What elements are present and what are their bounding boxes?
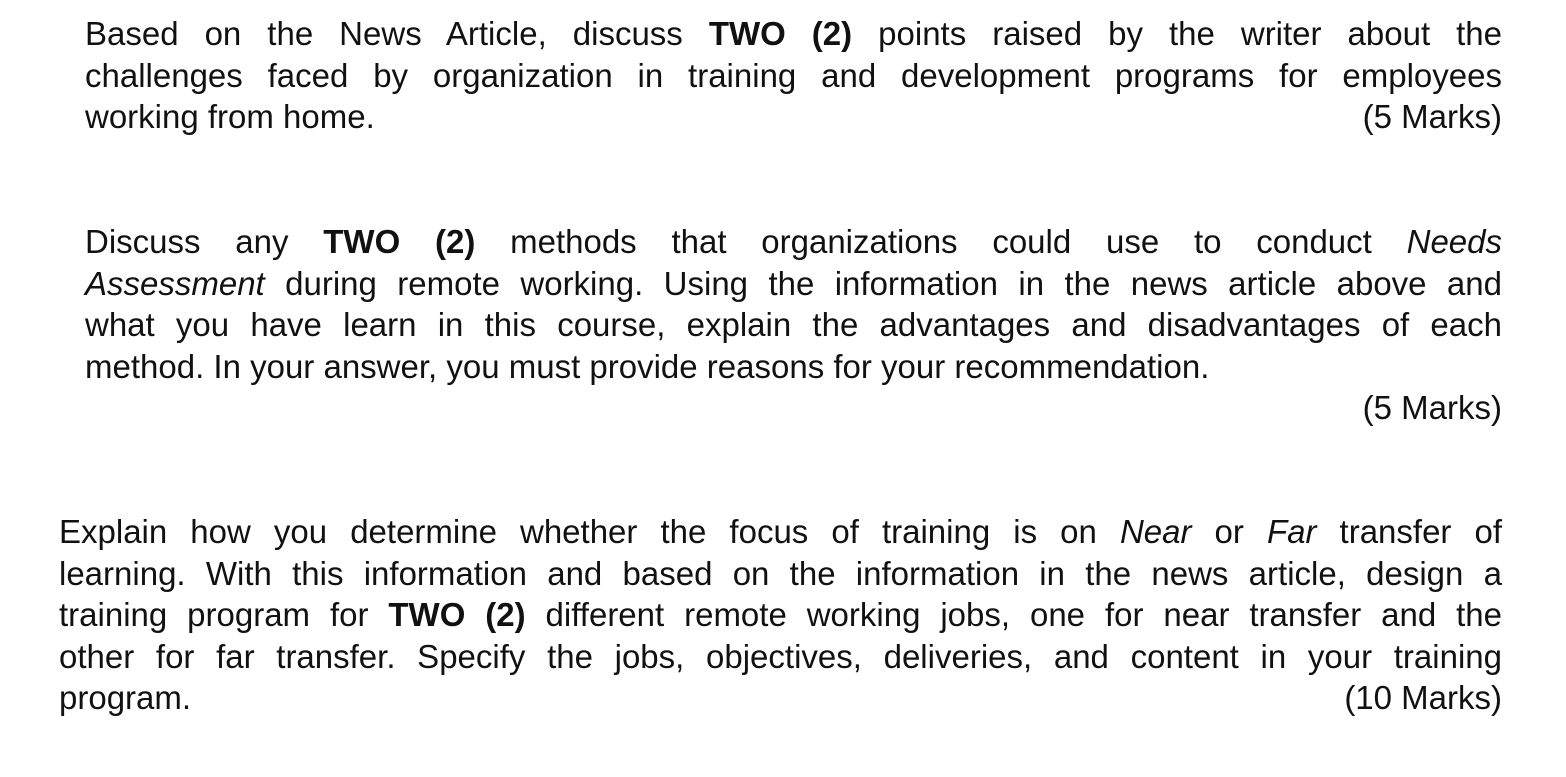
question-2 — [85, 221, 1502, 429]
emphasis-far: Far — [1266, 513, 1317, 550]
question-3-marks: (10 Marks) — [1344, 679, 1502, 716]
question-1-last-text: working from home. — [85, 98, 375, 135]
question-2-last-text: method. In your answer, you must provide reasons for your recommendation. — [85, 347, 1210, 385]
emphasis-two: TWO (2) — [708, 15, 853, 52]
question-3-line-1: Explain how you determine whether the focus of training is on Near or Far transfer of — [59, 513, 1503, 550]
question-2-line-1: Discuss any TWO (2) methods that organizations could use to conduct Needs — [85, 223, 1502, 260]
emphasis-two: TWO (2) — [388, 596, 526, 633]
question-1-line-1: Based on the News Article, discuss TWO (2) points raised by the writer about the — [85, 15, 1503, 52]
question-3-line-2: learning. With this information and based on the information in the news article, design a — [59, 554, 1502, 592]
question-1-line-3 — [85, 96, 1502, 138]
question-1 — [85, 13, 1502, 138]
question-2-marks: (5 Marks) — [1362, 389, 1502, 426]
question-2-line-4 — [85, 346, 1502, 388]
emphasis-assessment: Assessment — [85, 264, 265, 302]
question-3-line-5 — [59, 677, 1502, 719]
question-3-line-3: training program for TWO (2) different remote working jobs, one for near transfer and the — [59, 596, 1502, 633]
emphasis-near: Near — [1119, 513, 1192, 550]
question-3 — [59, 511, 1502, 719]
question-2-marks-line — [85, 387, 1502, 429]
question-3-last-text: program. — [59, 679, 192, 716]
question-3-line-4: other for far transfer. Specify the jobs, objectives, deliveries, and content in your training — [59, 637, 1502, 675]
question-2-line-3: what you have learn in this course, explain the advantages and disadvantages of each — [85, 306, 1502, 343]
question-2-line-2: Assessment during remote working. Using the information in the news article above and — [85, 264, 1502, 302]
question-1-line-2: challenges faced by organization in training and development programs for employees — [85, 56, 1502, 94]
emphasis-needs: Needs — [1406, 223, 1502, 260]
question-1-marks: (5 Marks) — [1362, 98, 1502, 135]
emphasis-two: TWO (2) — [323, 223, 476, 260]
